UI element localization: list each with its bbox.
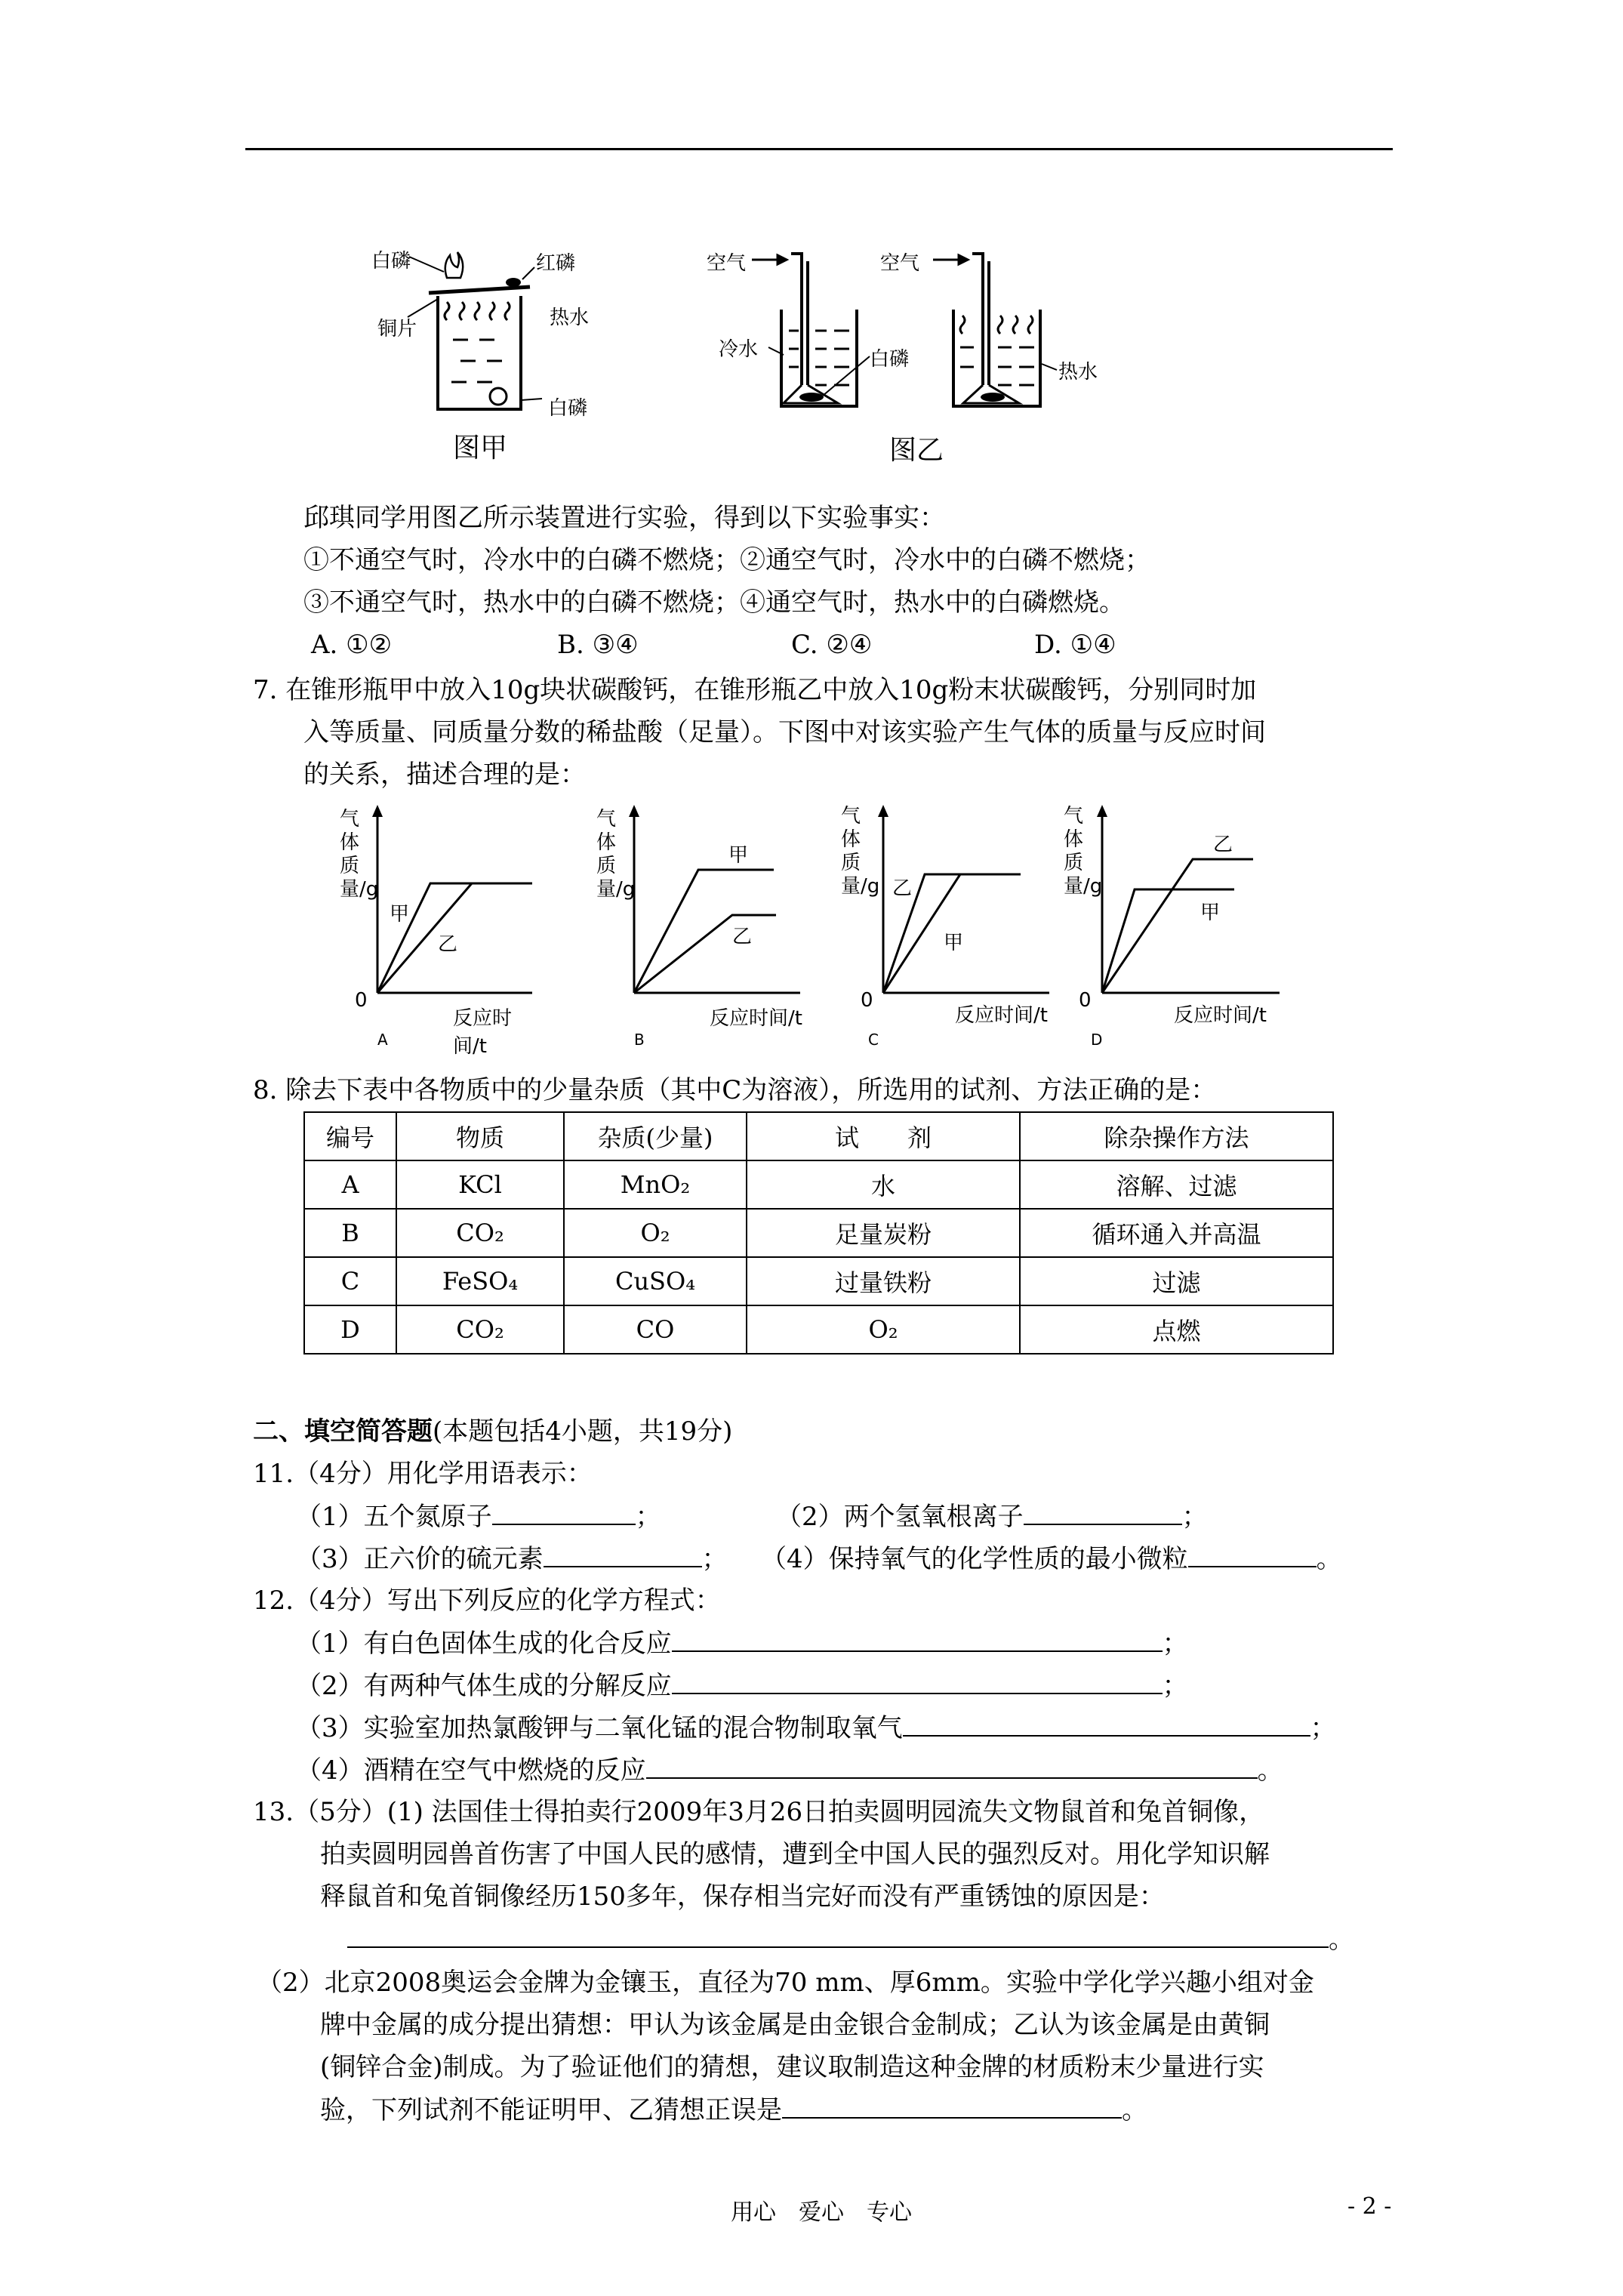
graph-c-origin: 0	[861, 989, 873, 1012]
table-cell: CuSO₄	[564, 1257, 747, 1305]
table-cell: 足量炭粉	[747, 1209, 1020, 1257]
section-2-note: (本题包括4小题，共19分)	[433, 1416, 733, 1447]
graph-c	[823, 800, 1064, 1057]
graph-a-label-jia: 甲	[390, 903, 410, 926]
header-rule	[245, 148, 1393, 150]
table-cell: CO₂	[396, 1209, 564, 1257]
graph-c-xlabel: 反应时间/t	[955, 1004, 1048, 1027]
table-cell: 点燃	[1020, 1305, 1333, 1354]
table-cell: KCl	[396, 1160, 564, 1209]
table-header-cell: 杂质(少量)	[564, 1112, 747, 1160]
graph-b-label-yi: 乙	[732, 926, 753, 948]
q13-p2-line3: (铜锌合金)制成。为了验证他们的猜想，建议取制造这种金牌的材质粉末少量进行实	[320, 2052, 1264, 2082]
table-cell: 水	[747, 1160, 1020, 1209]
table-cell: A	[304, 1160, 396, 1209]
figure-yi-caption: 图乙	[889, 435, 944, 466]
graph-a-ylabel: 气体质量/g	[340, 808, 379, 901]
label-hot-water-right: 热水	[1058, 361, 1098, 384]
answer-blank[interactable]	[903, 1709, 1310, 1737]
table-cell: CO	[564, 1305, 747, 1354]
graph-b-xlabel: 反应时间/t	[710, 1007, 802, 1030]
answer-blank[interactable]	[544, 1540, 702, 1567]
table-row	[304, 1257, 1333, 1305]
table-row	[304, 1209, 1333, 1257]
table-cell: FeSO₄	[396, 1257, 564, 1305]
answer-blank[interactable]	[492, 1498, 636, 1525]
figure-jia	[362, 234, 611, 468]
answer-blank[interactable]	[672, 1625, 1163, 1652]
table-row	[304, 1305, 1333, 1354]
graph-d-series-yi	[1102, 859, 1253, 993]
graph-a	[317, 800, 544, 1057]
table-cell: 过量铁粉	[747, 1257, 1020, 1305]
q8-stem: 8. 除去下表中各物质中的少量杂质（其中C为溶液），所选用的试剂、方法正确的是：	[253, 1075, 1217, 1105]
table-cell: B	[304, 1209, 396, 1257]
table-cell: O₂	[747, 1305, 1020, 1354]
table-cell: 循环通入并高温	[1020, 1209, 1333, 1257]
graph-c-letter: C	[868, 1031, 879, 1049]
q7-stem-line2: 入等质量、同质量分数的稀盐酸（足量）。下图中对该实验产生气体的质量与反应时间	[303, 717, 1266, 747]
q12-item-3: （3）实验室加热氯酸钾与二氧化锰的混合物制取氧气 ；	[296, 1709, 1336, 1746]
graph-d-letter: D	[1091, 1031, 1103, 1049]
q6-facts-line2: ③不通空气时，热水中的白磷不燃烧；④通空气时，热水中的白磷燃烧。	[303, 587, 1125, 618]
graph-a-xlabel: 反应时间/t	[453, 1007, 513, 1058]
q6-option-a: A. ①②	[311, 630, 393, 660]
table-cell: O₂	[564, 1209, 747, 1257]
answer-blank[interactable]	[1188, 1540, 1317, 1567]
impurity-table	[303, 1111, 1334, 1354]
q12-item-2: （2）有两种气体生成的分解反应 ；	[296, 1667, 1188, 1704]
section-2-title: 二、填空简答题	[253, 1416, 433, 1447]
table-header-row	[304, 1112, 1333, 1160]
graph-b-label-jia: 甲	[728, 844, 749, 867]
q12-item-4: （4）酒精在空气中燃烧的反应 。	[296, 1752, 1283, 1789]
section-2-heading	[253, 1413, 732, 1450]
graph-d-xlabel: 反应时间/t	[1174, 1004, 1267, 1027]
q13-answer-line: 。	[347, 1921, 1354, 1958]
q6-option-d: D. ①④	[1034, 630, 1116, 660]
q11-stem: 11.（4分）用化学用语表示：	[253, 1459, 593, 1489]
graph-b-series-jia	[634, 870, 774, 993]
label-white-phosphorus-bottom: 白磷	[548, 397, 588, 420]
label-air-left: 空气	[707, 252, 747, 275]
table-cell: MnO₂	[564, 1160, 747, 1209]
graph-b-ylabel: 气体质量/g	[596, 808, 636, 901]
graph-c-label-yi: 乙	[892, 877, 913, 900]
graph-b-letter: B	[634, 1031, 645, 1049]
graph-a-label-yi: 乙	[438, 933, 458, 956]
q12-stem: 12.（4分）写出下列反应的化学方程式：	[253, 1586, 721, 1616]
graph-d-label-yi: 乙	[1213, 834, 1233, 856]
graph-a-letter: A	[377, 1031, 388, 1049]
label-air-right: 空气	[880, 252, 920, 275]
graph-c-label-jia: 甲	[944, 932, 964, 954]
graph-d	[1046, 800, 1302, 1057]
page-number: - 2 -	[1347, 2193, 1392, 2220]
q13-line2: 拍卖圆明园兽首伤害了中国人民的感情，遭到全中国人民的强烈反对。用化学知识解	[320, 1839, 1270, 1869]
label-hot-water: 热水	[550, 307, 590, 329]
q11-item-1: （1）五个氮原子 ；	[296, 1498, 661, 1535]
q7-stem-line3: 的关系，描述合理的是：	[303, 760, 586, 790]
q11-item-3: （3）正六价的硫元素 ；	[296, 1540, 728, 1577]
answer-blank[interactable]	[782, 2091, 1122, 2119]
graph-d-label-jia: 甲	[1200, 901, 1221, 924]
figure-jia-caption: 图甲	[453, 433, 508, 464]
label-white-phosphorus: 白磷	[870, 348, 910, 371]
graph-b	[574, 800, 815, 1057]
q13-line3: 释鼠首和兔首铜像经历150多年，保存相当完好而没有严重锈蚀的原因是：	[320, 1881, 1165, 1912]
q13-p2-line2: 牌中金属的成分提出猜想：甲认为该金属是由金银合金制成；乙认为该金属是由黄铜	[320, 2010, 1270, 2040]
q6-intro: 邱琪同学用图乙所示装置进行实验，得到以下实验事实：	[303, 503, 945, 533]
graph-a-origin: 0	[355, 989, 368, 1012]
footer-motto: 用心 爱心 专心	[731, 2199, 912, 2226]
table-header-cell: 除杂操作方法	[1020, 1112, 1333, 1160]
q11-item-2: （2）两个氢氧根离子 ；	[776, 1498, 1208, 1535]
q13-p2-line1: （2）北京2008奥运会金牌为金镶玉，直径为70 mm、厚6mm。实验中学化学兴趣小组对金	[257, 1968, 1314, 1998]
q7-stem-line1: 7. 在锥形瓶甲中放入10g块状碳酸钙，在锥形瓶乙中放入10g粉末状碳酸钙，分别同时加	[253, 675, 1257, 705]
q13-line1: 13.（5分）(1) 法国佳士得拍卖行2009年3月26日拍卖圆明园流失文物鼠首和兔首铜像，	[253, 1797, 1265, 1827]
table-header-cell: 试 剂	[747, 1112, 1020, 1160]
answer-blank[interactable]	[1024, 1498, 1182, 1525]
table-cell: 过滤	[1020, 1257, 1333, 1305]
q6-option-b: B. ③④	[557, 630, 639, 660]
table-cell: CO₂	[396, 1305, 564, 1354]
table-cell: D	[304, 1305, 396, 1354]
graph-d-origin: 0	[1079, 989, 1092, 1012]
graph-d-ylabel: 气体质量/g	[1064, 805, 1103, 898]
table-cell: C	[304, 1257, 396, 1305]
answer-blank[interactable]	[347, 1921, 1329, 1948]
q11-item-4: （4）保持氧气的化学性质的最小微粒 。	[761, 1540, 1342, 1577]
q6-facts-line1: ①不通空气时，冷水中的白磷不燃烧；②通空气时，冷水中的白磷不燃烧；	[303, 545, 1150, 575]
answer-blank[interactable]	[646, 1752, 1258, 1779]
table-row	[304, 1160, 1333, 1209]
label-red-phosphorus: 红磷	[536, 252, 576, 275]
label-white-phosphorus-top: 白磷	[371, 250, 411, 273]
q13-p2-line4: 验，下列试剂不能证明甲、乙猜想正误是 。	[320, 2091, 1147, 2128]
table-header-cell: 编号	[304, 1112, 396, 1160]
table-cell: 溶解、过滤	[1020, 1160, 1333, 1209]
q6-option-c: C. ②④	[791, 630, 873, 660]
label-copper-plate: 铜片	[377, 318, 417, 341]
table-header-cell: 物质	[396, 1112, 564, 1160]
q12-item-1: （1）有白色固体生成的化合反应 ；	[296, 1625, 1188, 1662]
answer-blank[interactable]	[672, 1667, 1163, 1694]
graph-c-ylabel: 气体质量/g	[841, 805, 880, 898]
figure-yi	[702, 234, 1110, 468]
label-cold-water: 冷水	[719, 338, 759, 361]
